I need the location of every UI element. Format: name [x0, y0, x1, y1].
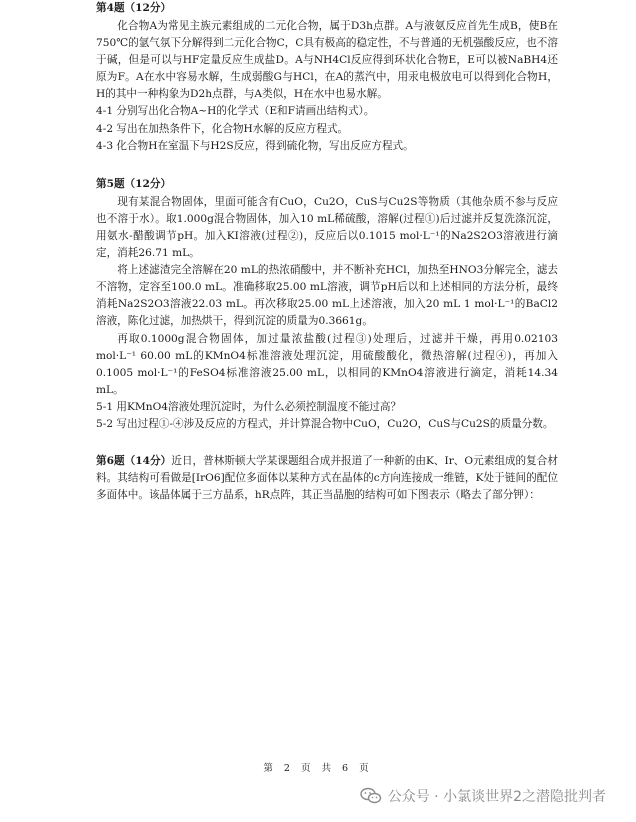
question-5-text-1: 现有某混合物固体，里面可能含有CuO，Cu2O，CuS与Cu2S等物质（其他杂质不参与反应也不溶于水）。取1.000g混合物固体，加入10 mL稀硫酸，溶解(过程①)后过滤并反复洗涤沉淀，用氨水-醋酸调节pH。加入KI溶液(过程②)，反应后以0.1015 mol·L⁻¹的Na2S2O3溶液进行滴定，消耗26.71 mL。: [96, 195, 558, 260]
question-5-text-3: 再取0.1000g混合物固体，加过量浓盐酸(过程③)处理后，过滤并干燥，再用0.02103 mol·L⁻¹ 60.00 mL的KMnO4标准溶液处理沉淀，用硫酸酸化，微热溶解(过程④)，再加入0.1005 mol·L⁻¹的FeSO4标准溶液25.00 mL，以相同的KMnO4溶液进行滴定，消耗14.34 mL。: [96, 332, 558, 396]
question-5-text-2: 将上述滤渣完全溶解在20 mL的热浓硝酸中，并不断补充HCl，加热至HNO3分解完全，滤去不溶物，定容至100.0 mL。准确移取25.00 mL溶液，调节pH后以和上述相同的方法分析，最终消耗Na2S2O3溶液22.03 mL。再次移取25.00 mL上述溶液，加入20 mL 1 mol·L⁻¹的BaCl2溶液，陈化过滤，加热烘干，得到沉淀的质量为0.3661g。: [96, 264, 558, 328]
question-5-1: 5-1 用KMnO4溶液处理沉淀时，为什么必须控制温度不能过高？: [96, 400, 402, 413]
watermark: [360, 786, 606, 806]
page-footer: 第 2 页 共 6 页: [263, 763, 373, 774]
wechat-icon: [360, 787, 382, 805]
page-content: [96, 0, 558, 504]
question-4-1: 4-1 分别写出化合物A~H的化学式（E和F请画出结构式）。: [96, 105, 375, 118]
question-4-text: 化合物A为常见主族元素组成的二元化合物，属于D3h点群。A与液氨反应首先生成B，使B在750℃的氩气氛下分解得到二元化合物C，C具有极高的稳定性，不与普通的无机强酸反应，也不溶于碱，但是可以与HF定量反应生成盐D。A与NH4Cl反应得到环状化合物E，E可以被NaBH4还原为F。A在水中容易水解，生成弱酸G与HCl，在A的蒸汽中，用汞电极放电可以得到化合物H，H的其中一种构象为D2h点群，与A类似，H在水中也易水解。: [96, 20, 558, 101]
question-6-title: 第6题（14分）: [96, 455, 172, 468]
question-4-2: 4-2 写出在加热条件下，化合物H水解的反应方程式。: [96, 122, 349, 135]
watermark-text: 公众号 · 小氯谈世界2之潜隐批判者: [387, 789, 606, 805]
question-6-text: 近日，普林斯顿大学某课题组合成并报道了一种新的由K、Ir、O元素组成的复合材料。其结构可看做是[IrO6]配位多面体以某种方式在晶体的c方向连接成一维链，K处于链间的配位多面体中。该晶体属于三方晶系，hR点阵，其正当晶胞的结构可如下图表示（略去了部分钾）：: [96, 455, 558, 502]
question-4-3: 4-3 化合物H在室温下与H2S反应，得到硫化物，写出反应方程式。: [96, 139, 414, 152]
question-4-title: 第4题（12分）: [96, 2, 172, 14]
question-5-2: 5-2 写出过程①-④涉及反应的方程式，并计算混合物中CuO，Cu2O，CuS与Cu2S的质量分数。: [96, 417, 554, 430]
question-5-title: 第5题（12分）: [96, 177, 172, 190]
question-6-block: [96, 453, 558, 504]
